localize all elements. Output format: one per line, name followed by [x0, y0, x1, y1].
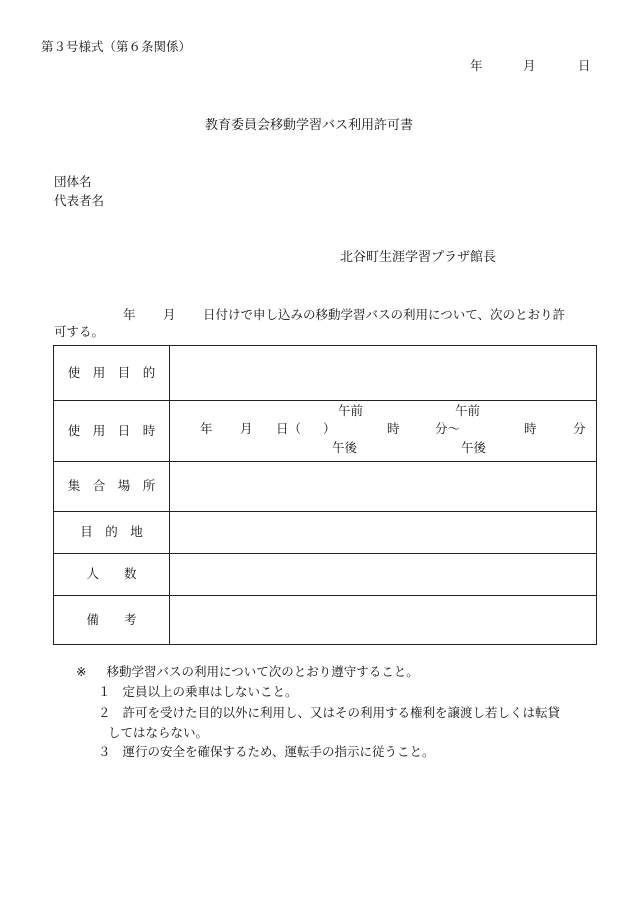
dt-start-pm: 午後: [332, 440, 358, 455]
datetime-value: [170, 401, 597, 462]
dt-start-hour: 時: [387, 421, 400, 436]
note-text: 許可を受けた目的以外に利用し、又はその利用する権利を譲渡し若しくは転貸: [122, 705, 561, 720]
note-item: [98, 707, 560, 720]
permit-details-table: [53, 345, 597, 645]
meeting-place-value: [170, 462, 597, 512]
group-name-label: 団体名: [54, 174, 92, 189]
table-row-meeting: [54, 462, 597, 512]
dt-month: 月: [240, 421, 253, 436]
datetime-label: 使 用 日 時: [54, 401, 170, 462]
notes-intro: 移動学習バスの利用について次のとおり遵守すること。: [106, 664, 419, 679]
document-title: 教育委員会移動学習バス利用許可書: [205, 118, 414, 133]
statement-text: 日付けで申し込みの移動学習バスの利用について、次のとおり許: [203, 307, 566, 322]
dt-start-am: 午前: [338, 403, 364, 418]
note-number: ２: [98, 705, 111, 720]
people-count-value: [170, 554, 597, 596]
meeting-place-label: 集 合 場 所: [54, 462, 170, 512]
dt-weekday-close: ）: [323, 421, 336, 436]
table-row-purpose: [54, 346, 597, 401]
people-count-label: 人 数: [54, 554, 170, 596]
note-item: [98, 686, 298, 699]
statement-month: 月: [163, 307, 176, 322]
note-number: １: [98, 684, 111, 699]
date-year-label: 年: [470, 58, 483, 73]
destination-value: [170, 512, 597, 554]
note-item: [98, 746, 435, 759]
table-row-people: [54, 554, 597, 596]
remarks-value: [170, 596, 597, 645]
date-month-label: 月: [523, 58, 536, 73]
note-text: 定員以上の乗車はしないこと。: [122, 684, 298, 699]
destination-label: 目 的 地: [54, 512, 170, 554]
note-number: ３: [98, 744, 111, 759]
statement-year: 年: [123, 307, 136, 322]
purpose-label: 使 用 目 的: [54, 346, 170, 401]
dt-day: 日（: [276, 421, 302, 436]
table-row-datetime: [54, 401, 597, 462]
date-day-label: 日: [578, 58, 591, 73]
dt-end-am: 午前: [455, 403, 481, 418]
note-item-cont: してはならない。: [108, 725, 209, 740]
representative-name-label: 代表者名: [54, 193, 105, 208]
form-number: 第３号様式（第６条関係）: [41, 39, 192, 54]
dt-end-pm: 午後: [461, 440, 487, 455]
table-row-destination: [54, 512, 597, 554]
dt-start-min: 分～: [435, 421, 461, 436]
dt-year: 年: [200, 421, 213, 436]
dt-end-min: 分: [573, 421, 586, 436]
dt-end-hour: 時: [524, 421, 537, 436]
notes-mark: ※: [76, 664, 87, 679]
notes-heading: [76, 666, 419, 679]
purpose-value: [170, 346, 597, 401]
remarks-label: 備 考: [54, 596, 170, 645]
permit-statement-cont: 可する。: [54, 324, 105, 339]
table-row-remarks: [54, 596, 597, 645]
issuer-title: 北谷町生涯学習プラザ館長: [340, 250, 497, 265]
note-text: 運行の安全を確保するため、運転手の指示に従うこと。: [122, 744, 435, 759]
